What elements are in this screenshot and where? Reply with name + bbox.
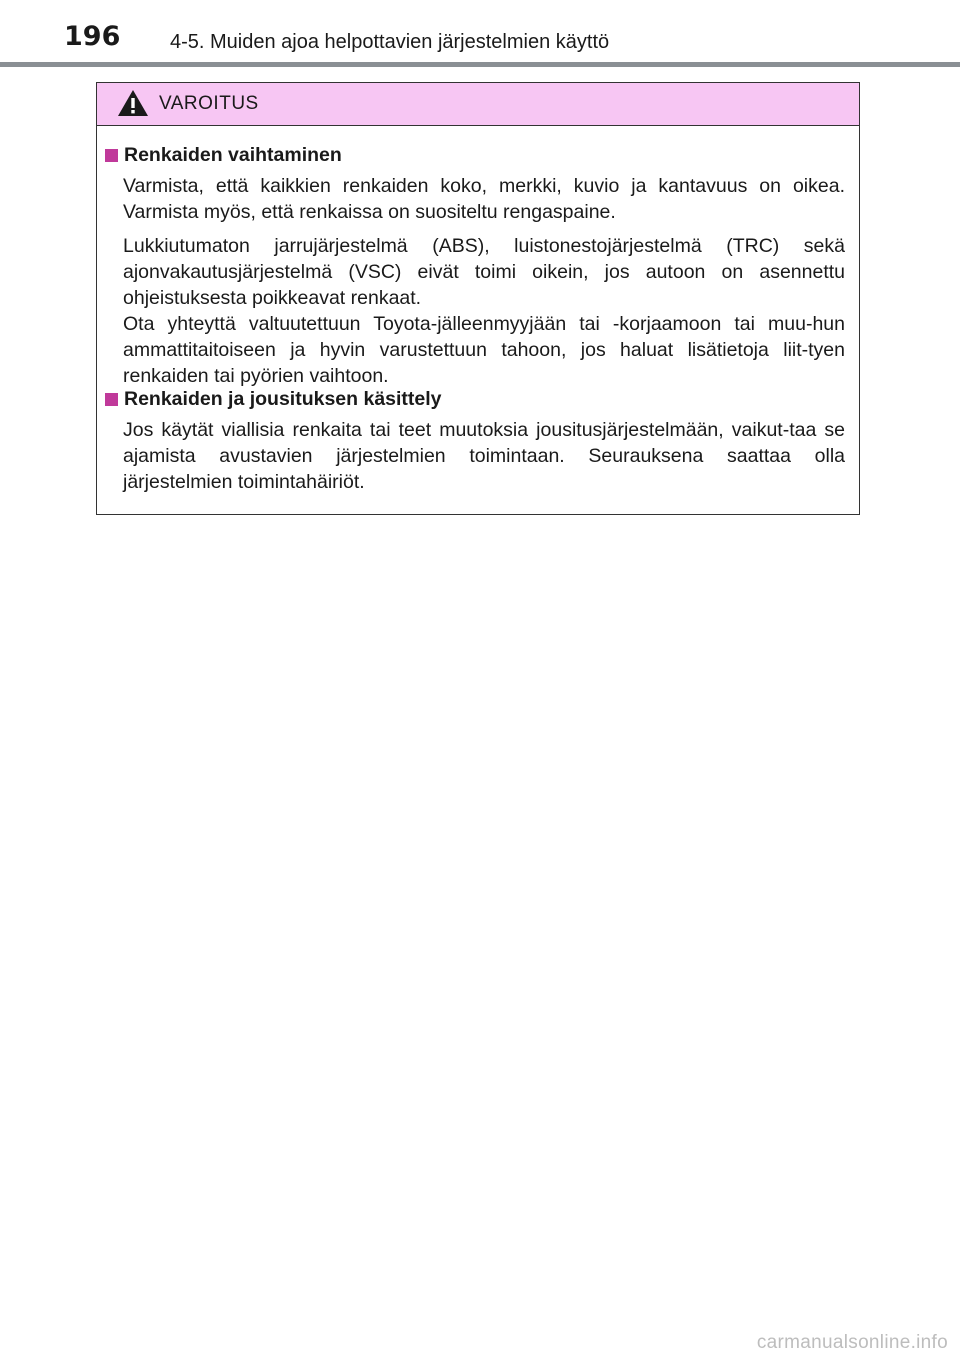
header-rule (0, 62, 960, 67)
paragraph: Jos käytät viallisia renkaita tai teet muutoksia jousitusjärjestelmään, vaikut-taa se ajamista avustavien järjestelmien toimintaan. Seurauksena saattaa olla järjestelmien toimintahäiriöt. (123, 419, 845, 493)
warning-header (97, 83, 859, 126)
chapter-title: 4-5. Muiden ajoa helpottavien järjestelmien käyttö (170, 31, 610, 53)
section-title-text: Renkaiden vaihtaminen (124, 144, 342, 166)
warning-label: VAROITUS (159, 93, 259, 114)
watermark: carmanualsonline.info (756, 1332, 948, 1353)
section-tire-suspension (105, 387, 845, 495)
section-title-text: Renkaiden ja jousituksen käsittely (124, 388, 442, 410)
warning-box (96, 82, 860, 515)
section-title (105, 143, 845, 167)
paragraph: Ota yhteyttä valtuutettuun Toyota-jälleenmyyjään tai -korjaamoon tai muu-hun ammattitaitoiseen ja hyvin varustettuun tahoon, jos haluat lisätietoja liit-tyen renkaiden tai pyörien vaihtoon. (123, 313, 845, 387)
paragraph: Varmista, että kaikkien renkaiden koko, merkki, kuvio ja kantavuus on oikea. Varmista myös, että renkaissa on suositeltu rengaspaine. (123, 175, 845, 223)
paragraph: Lukkiutumaton jarrujärjestelmä (ABS), luistonestojärjestelmä (TRC) sekä ajonvakautusjärjestelmä (VSC) eivät toimi oikein, jos autoon on asennettu ohjeistuksesta poikkeavat renkaat. (123, 235, 845, 309)
page-number: 196 (64, 21, 121, 52)
page-header (0, 0, 960, 68)
square-bullet-icon (105, 393, 118, 406)
square-bullet-icon (105, 149, 118, 162)
section-title (105, 387, 845, 411)
section-tire-change (105, 143, 845, 389)
warning-triangle-icon (117, 88, 149, 118)
